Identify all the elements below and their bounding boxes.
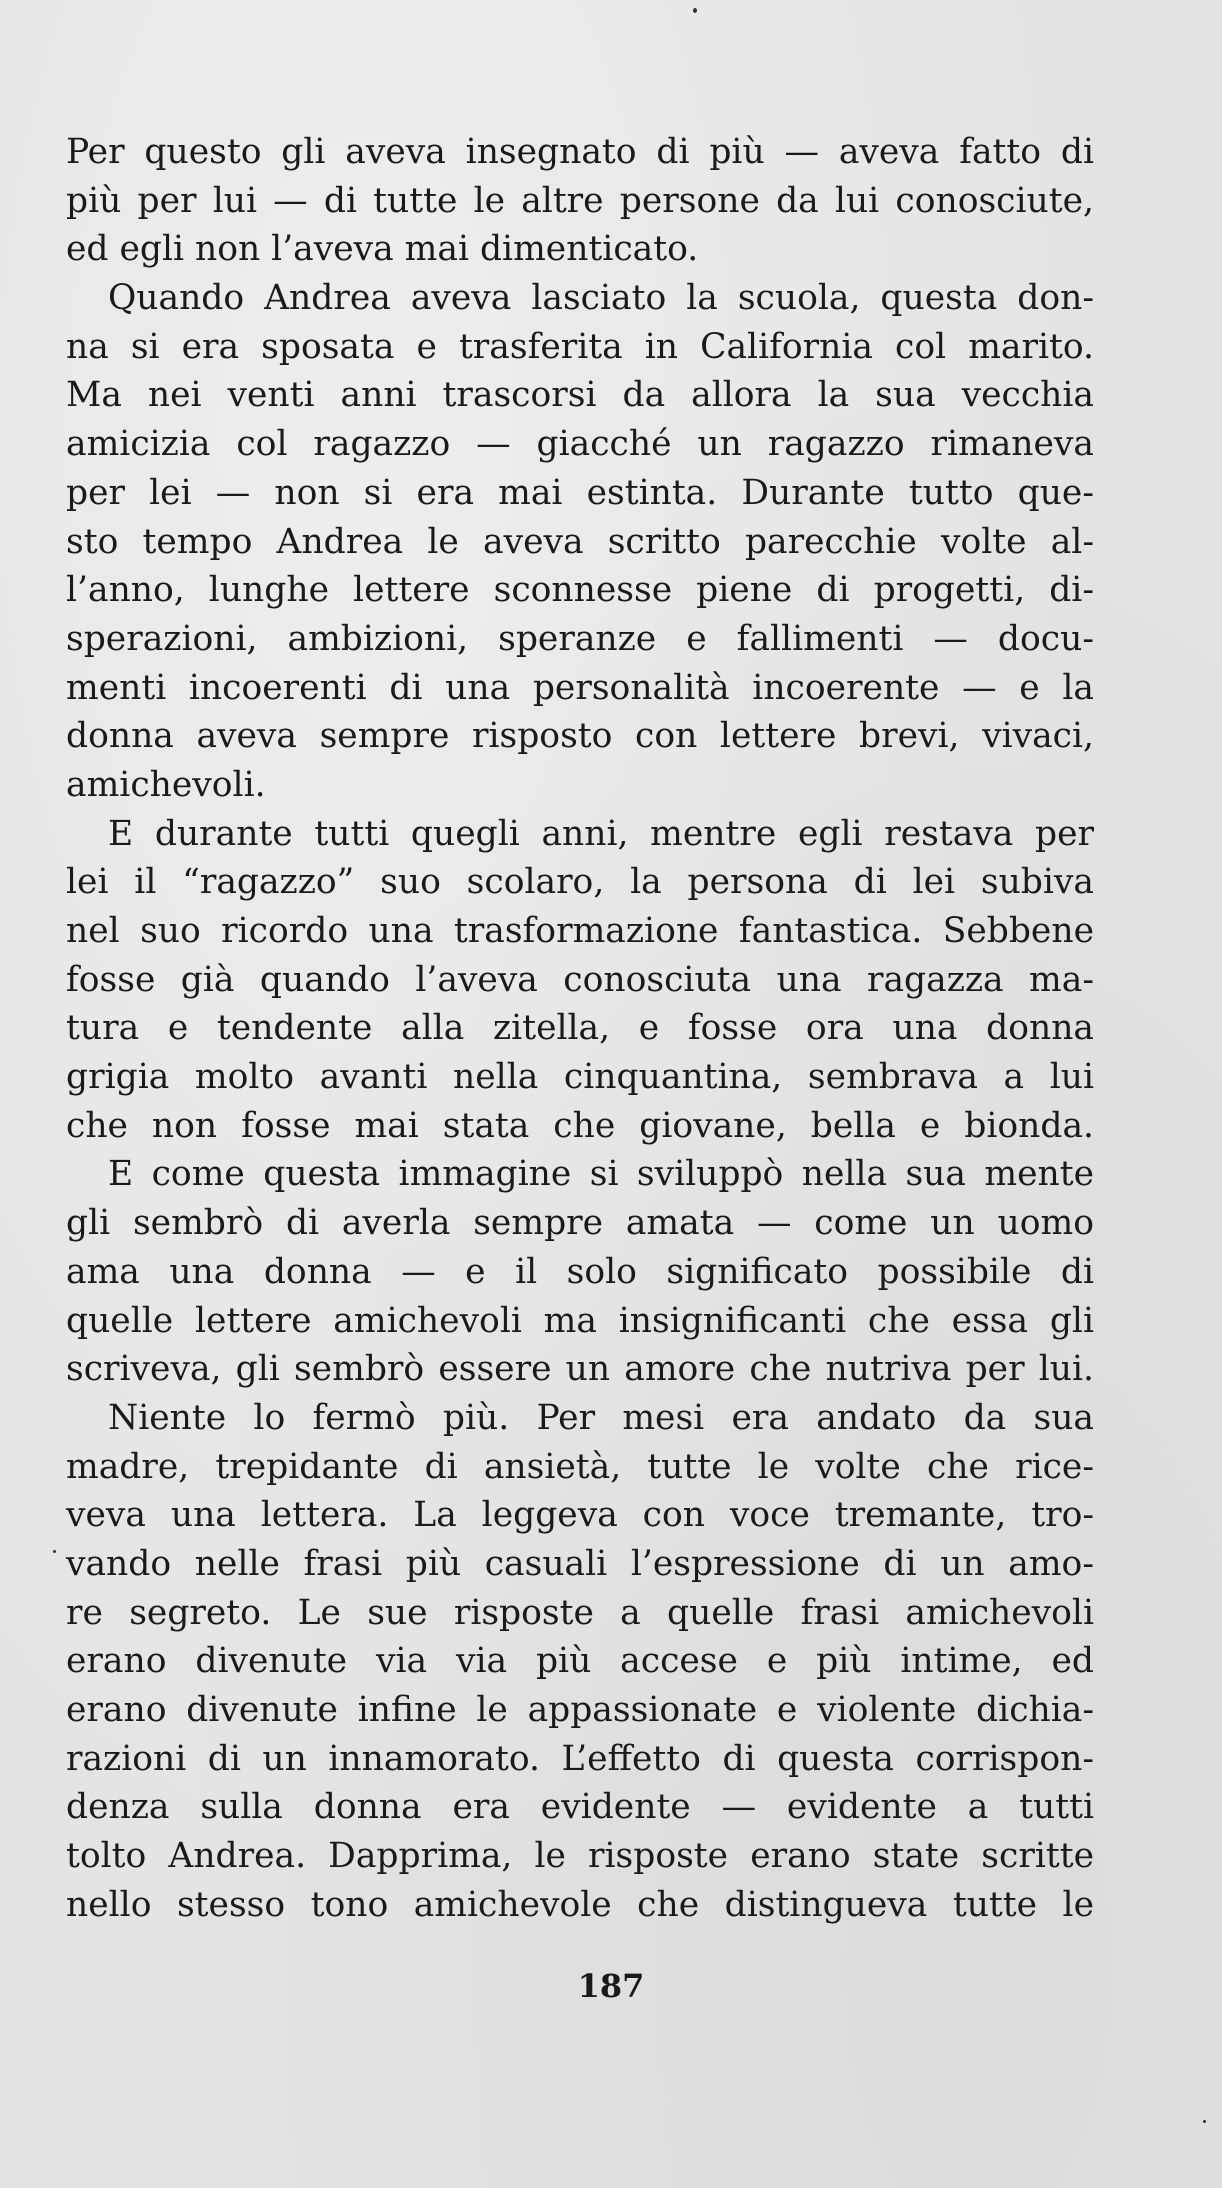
text-line: amicizia col ragazzo — giacché un ragazzo rimaneva	[66, 424, 1094, 465]
body-text	[66, 128, 1094, 1929]
text-line: fosse già quando l’aveva conosciuta una ragazza ma-	[66, 959, 1094, 1000]
text-line: erano divenute via via più accese e più intime, ed	[66, 1641, 1094, 1682]
text-line: gli sembrò di averla sempre amata — come un uomo	[66, 1203, 1094, 1244]
text-line: scriveva, gli sembrò essere un amore che nutriva per lui.	[66, 1349, 1094, 1390]
text-line: veva una lettera. La leggeva con voce tremante, tro-	[66, 1495, 1094, 1536]
text-line: per lei — non si era mai estinta. Durante tutto que-	[66, 472, 1094, 513]
text-line: vando nelle frasi più casuali l’espressione di un amo-	[66, 1543, 1094, 1584]
text-line: donna aveva sempre risposto con lettere brevi, vivaci,	[66, 716, 1094, 757]
text-line: menti incoerenti di una personalità incoerente — e la	[66, 667, 1094, 708]
text-line: ama una donna — e il solo significato possibile di	[66, 1251, 1094, 1292]
text-line: nel suo ricordo una trasformazione fantastica. Sebbene	[66, 911, 1094, 951]
text-line: sperazioni, ambizioni, speranze e fallimenti — docu-	[66, 618, 1094, 659]
text-line: razioni di un innamorato. L’effetto di questa corrispon-	[66, 1738, 1094, 1779]
text-line: tolto Andrea. Dapprima, le risposte erano state scritte	[66, 1836, 1094, 1877]
text-line: che non fosse mai stata che giovane, bella e bionda.	[66, 1105, 1094, 1146]
text-line: madre, trepidante di ansietà, tutte le volte che rice-	[66, 1446, 1094, 1487]
text-line: nello stesso tono amichevole che distingueva tutte le	[66, 1884, 1094, 1925]
text-line: denza sulla donna era evidente — evidente a tutti	[66, 1787, 1094, 1828]
text-line: E durante tutti quegli anni, mentre egli restava per	[108, 813, 1094, 854]
text-line: erano divenute infine le appassionate e violente dichia-	[66, 1690, 1094, 1730]
text-line: più per lui — di tutte le altre persone da lui conosciute,	[66, 180, 1094, 221]
text-line: na si era sposata e trasferita in California col marito.	[66, 326, 1094, 367]
text-line: E come questa immagine si sviluppò nella sua mente	[108, 1154, 1094, 1195]
text-line: Quando Andrea aveva lasciato la scuola, questa don-	[108, 278, 1094, 319]
paper-speck	[53, 1550, 56, 1553]
text-line: tura e tendente alla zitella, e fosse ora una donna	[66, 1008, 1094, 1049]
paper-speck	[693, 8, 697, 13]
text-line: re segreto. Le sue risposte a quelle frasi amichevoli	[66, 1592, 1094, 1633]
text-line: Per questo gli aveva insegnato di più — aveva fatto di	[66, 132, 1094, 172]
text-line: Ma nei venti anni trascorsi da allora la sua vecchia	[66, 375, 1094, 416]
text-line: amichevoli.	[66, 764, 266, 805]
text-line: l’anno, lunghe lettere sconnesse piene di progetti, di-	[66, 570, 1094, 611]
paper-speck	[1203, 2120, 1206, 2123]
text-line: ed egli non l’aveva mai dimenticato.	[66, 229, 699, 270]
text-line: Niente lo fermò più. Per mesi era andato da sua	[108, 1397, 1094, 1438]
page-number: 187	[577, 1967, 645, 2005]
text-line: quelle lettere amichevoli ma insignificanti che essa gli	[66, 1300, 1094, 1341]
text-line: grigia molto avanti nella cinquantina, sembrava a lui	[66, 1057, 1094, 1098]
text-line: lei il “ragazzo” suo scolaro, la persona di lei subiva	[66, 862, 1094, 903]
text-line: sto tempo Andrea le aveva scritto parecchie volte al-	[66, 521, 1094, 562]
